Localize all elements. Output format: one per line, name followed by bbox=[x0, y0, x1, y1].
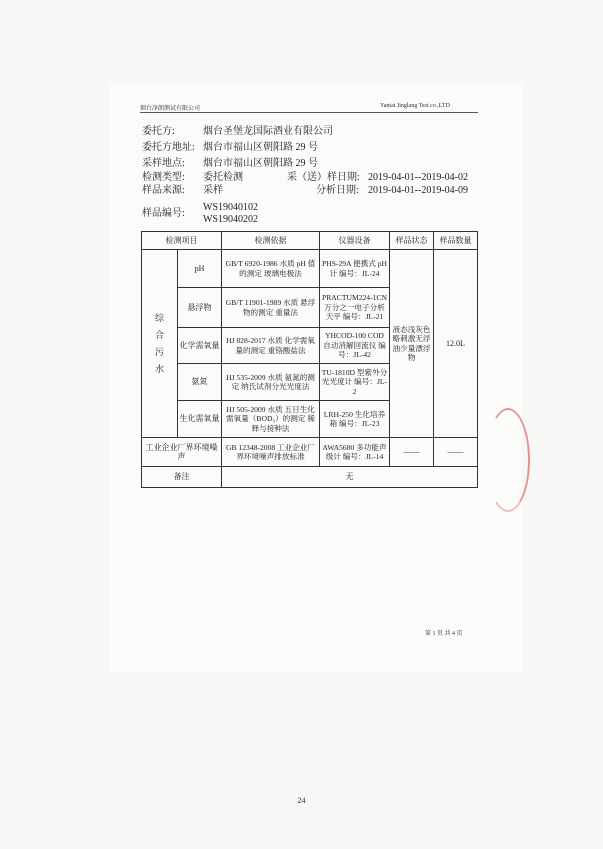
sample-no-2: WS19040202 bbox=[203, 214, 258, 225]
official-seal bbox=[486, 408, 530, 512]
device-cell: PRACTUM224-1CN 万分之一电子分析天平 编号：JL-21 bbox=[320, 288, 390, 328]
sampling-site-value: 烟台市福山区朝阳路 29 号 bbox=[203, 158, 318, 169]
group-cell bbox=[142, 250, 178, 438]
group-char: 综 bbox=[154, 312, 164, 323]
header-item: 检测项目 bbox=[142, 232, 222, 250]
address-label: 委托方地址: bbox=[142, 142, 195, 153]
test-type-label: 检测类型: bbox=[142, 172, 185, 183]
table-row bbox=[142, 250, 478, 288]
noise-item-cell: 工业企业厂界环境噪声 bbox=[142, 438, 222, 467]
address-value: 烟台市福山区朝阳路 29 号 bbox=[203, 142, 318, 153]
noise-device-cell: AWA5680 多功能声级计 编号：JL-14 bbox=[320, 438, 390, 467]
company-header: 烟台净朗测试有限公司 bbox=[140, 106, 201, 112]
group-char: 水 bbox=[154, 363, 164, 374]
group-char: 合 bbox=[154, 329, 164, 340]
device-cell: TU-1810D 型紫外分光光度计 编号：JL-2 bbox=[320, 364, 390, 401]
item-cell: 悬浮物 bbox=[178, 288, 222, 328]
header-basis: 检测依据 bbox=[222, 232, 320, 250]
quantity-cell: 12.0L bbox=[434, 250, 478, 438]
header-state: 样品状态 bbox=[390, 232, 434, 250]
sample-date-label: 采（送）样日期: bbox=[287, 172, 360, 183]
basis-cell: HJ 828-2017 水质 化学需氧量的测定 重铬酸盐法 bbox=[222, 328, 320, 364]
item-cell: pH bbox=[178, 250, 222, 288]
sampling-site-label: 采样地点: bbox=[142, 158, 185, 169]
table-row-remark bbox=[142, 467, 478, 488]
basis-cell: HJ 535-2009 水质 氨氮的测定 纳氏试剂分光光度法 bbox=[222, 364, 320, 401]
noise-basis-cell: GB 12348-2008 工业企业厂界环境噪声排放标准 bbox=[222, 438, 320, 467]
remark-value-cell: 无 bbox=[222, 467, 478, 488]
header-device: 仪器设备 bbox=[320, 232, 390, 250]
noise-quantity-cell: —— bbox=[434, 438, 478, 467]
basis-cell: HJ 505-2009 水质 五日生化需氧量（BOD₅）的测定 稀释与接种法 bbox=[222, 401, 320, 438]
test-type-value: 委托检测 bbox=[203, 172, 243, 183]
header-quantity: 样品数量 bbox=[434, 232, 478, 250]
device-cell: PHS-29A 便携式 pH 计 编号：JL-24 bbox=[320, 250, 390, 288]
item-cell: 化学需氧量 bbox=[178, 328, 222, 364]
remark-label-cell: 备注 bbox=[142, 467, 222, 488]
device-cell: YHCOD-100 COD 自动消解回流仪 编号：JL-42 bbox=[320, 328, 390, 364]
source-label: 样品来源: bbox=[142, 185, 185, 196]
test-table bbox=[141, 231, 478, 488]
item-cell: 氨氮 bbox=[178, 364, 222, 401]
page-number: 24 bbox=[297, 796, 306, 805]
page-info: 第 1 页 共 4 页 bbox=[425, 631, 463, 637]
source-value: 采样 bbox=[203, 185, 223, 196]
item-cell: 生化需氧量 bbox=[178, 401, 222, 438]
analysis-date-value: 2019-04-01--2019-04-09 bbox=[368, 185, 468, 196]
noise-state-cell: —— bbox=[390, 438, 434, 467]
sample-no-1: WS19040102 bbox=[203, 202, 258, 213]
header-divider bbox=[140, 112, 478, 113]
basis-cell: GB/T 6920-1986 水质 pH 值的测定 玻璃电极法 bbox=[222, 250, 320, 288]
device-cell: LRH-250 生化培养箱 编号：JL-23 bbox=[320, 401, 390, 438]
table-header-row bbox=[142, 232, 478, 250]
analysis-date-label: 分析日期: bbox=[316, 185, 359, 196]
state-cell: 液态浅灰色略刺激无浮油少量漂浮物 bbox=[390, 250, 434, 438]
table-row-noise bbox=[142, 438, 478, 467]
basis-cell: GB/T 11901-1989 水质 悬浮物的测定 重量法 bbox=[222, 288, 320, 328]
sample-no-label: 样品编号: bbox=[142, 208, 185, 219]
company-header-en: Yantai Jinglang Test co.,LTD bbox=[380, 103, 450, 109]
client-value: 烟台圣堡龙国际酒业有限公司 bbox=[203, 126, 333, 137]
client-label: 委托方: bbox=[142, 126, 175, 137]
sample-date-value: 2019-04-01--2019-04-02 bbox=[368, 172, 468, 183]
group-char: 污 bbox=[154, 346, 164, 357]
